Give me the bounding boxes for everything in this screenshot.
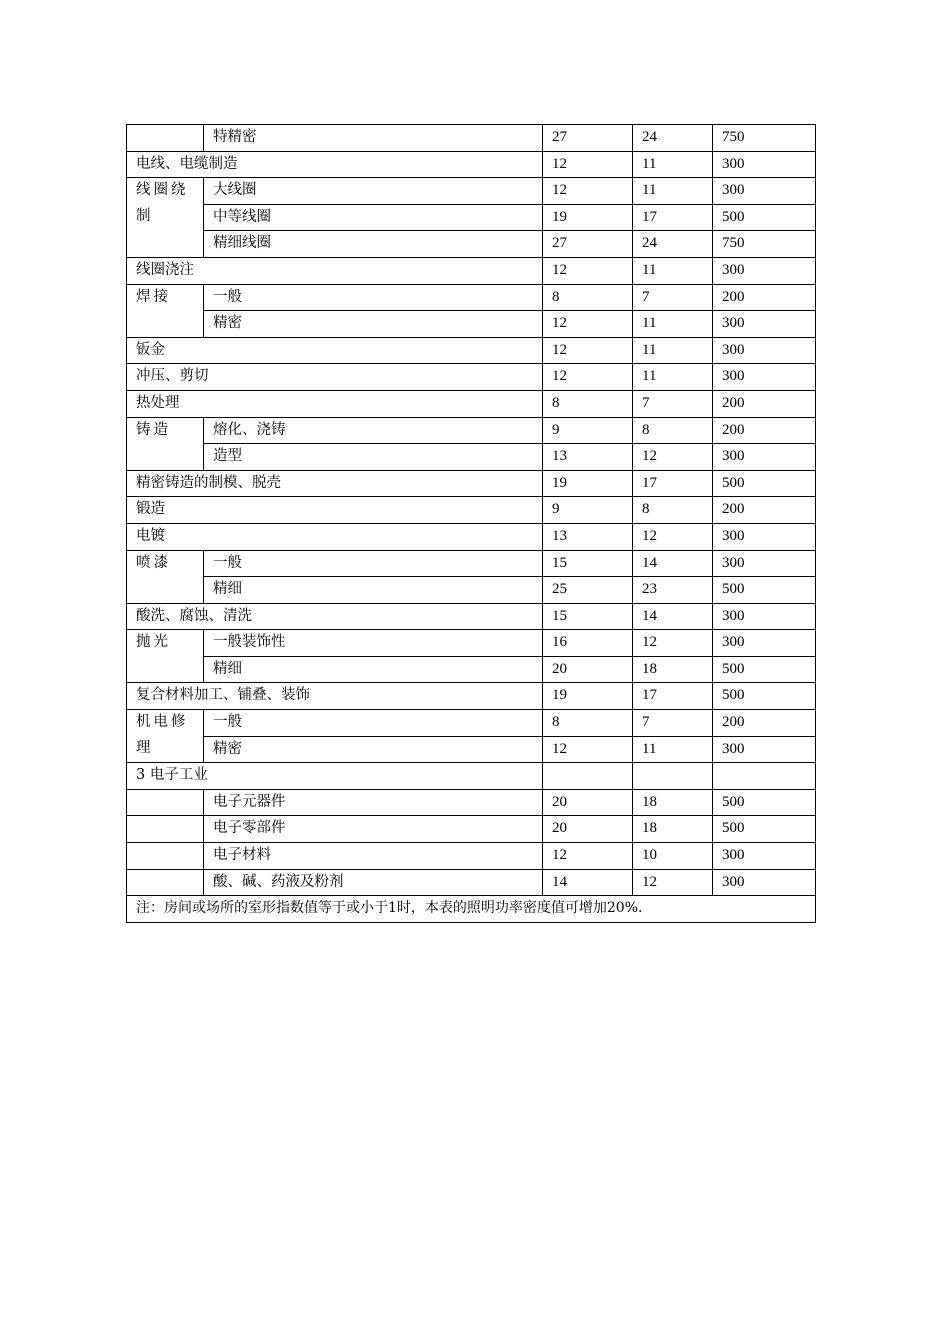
illuminance-value: 750 xyxy=(713,231,816,258)
table-row xyxy=(127,470,816,497)
item-subcategory: 精密 xyxy=(204,311,543,338)
current-value: 16 xyxy=(543,630,633,657)
target-value: 7 xyxy=(633,284,713,311)
table-row xyxy=(127,337,816,364)
table-row xyxy=(127,843,816,870)
target-value xyxy=(633,763,713,790)
current-value: 12 xyxy=(543,311,633,338)
item-subcategory: 电子材料 xyxy=(204,843,543,870)
target-value: 18 xyxy=(633,789,713,816)
item-name: 热处理 xyxy=(127,390,543,417)
group-name: 喷漆 xyxy=(127,550,204,603)
target-value: 11 xyxy=(633,151,713,178)
table-row xyxy=(127,497,816,524)
target-value: 17 xyxy=(633,470,713,497)
group-name: 线圈绕制 xyxy=(127,178,204,258)
target-value: 18 xyxy=(633,816,713,843)
table-row xyxy=(127,125,816,152)
item-subcategory: 精细 xyxy=(204,577,543,604)
illuminance-value: 200 xyxy=(713,284,816,311)
item-name: 线圈浇注 xyxy=(127,257,543,284)
group-name: 抛光 xyxy=(127,630,204,683)
item-name: 电镀 xyxy=(127,523,543,550)
illuminance-value: 300 xyxy=(713,736,816,763)
current-value: 15 xyxy=(543,550,633,577)
current-value: 12 xyxy=(543,257,633,284)
target-value: 14 xyxy=(633,603,713,630)
current-value: 8 xyxy=(543,710,633,737)
target-value: 18 xyxy=(633,656,713,683)
item-subcategory: 酸、碱、药液及粉剂 xyxy=(204,869,543,896)
illuminance-value: 200 xyxy=(713,710,816,737)
target-value: 24 xyxy=(633,231,713,258)
target-value: 11 xyxy=(633,178,713,205)
current-value: 13 xyxy=(543,523,633,550)
table-row xyxy=(127,816,816,843)
target-value: 7 xyxy=(633,390,713,417)
current-value: 12 xyxy=(543,736,633,763)
current-value: 13 xyxy=(543,444,633,471)
item-subcategory: 电子元器件 xyxy=(204,789,543,816)
table-row xyxy=(127,444,816,471)
table-row xyxy=(127,204,816,231)
item-subcategory: 一般装饰性 xyxy=(204,630,543,657)
current-value: 27 xyxy=(543,231,633,258)
group-cell xyxy=(127,843,204,870)
target-value: 8 xyxy=(633,417,713,444)
item-subcategory: 熔化、浇铸 xyxy=(204,417,543,444)
table-row xyxy=(127,284,816,311)
lighting-power-density-table xyxy=(126,124,816,923)
illuminance-value: 200 xyxy=(713,390,816,417)
group-cell xyxy=(127,816,204,843)
illuminance-value: 300 xyxy=(713,444,816,471)
illuminance-value: 500 xyxy=(713,204,816,231)
item-subcategory: 中等线圈 xyxy=(204,204,543,231)
item-subcategory: 精密 xyxy=(204,736,543,763)
illuminance-value: 500 xyxy=(713,683,816,710)
item-subcategory: 大线圈 xyxy=(204,178,543,205)
table-row xyxy=(127,656,816,683)
item-subcategory: 特精密 xyxy=(204,125,543,152)
table-row xyxy=(127,231,816,258)
item-subcategory: 造型 xyxy=(204,444,543,471)
table-row xyxy=(127,550,816,577)
illuminance-value: 300 xyxy=(713,311,816,338)
table-row xyxy=(127,683,816,710)
group-name: 焊接 xyxy=(127,284,204,337)
table-note: 注：房间或场所的室形指数值等于或小于1时，本表的照明功率密度值可增加20%. xyxy=(127,896,816,923)
illuminance-value: 300 xyxy=(713,523,816,550)
group-name: 铸造 xyxy=(127,417,204,470)
illuminance-value: 200 xyxy=(713,417,816,444)
illuminance-value: 300 xyxy=(713,550,816,577)
current-value: 25 xyxy=(543,577,633,604)
target-value: 12 xyxy=(633,869,713,896)
illuminance-value: 500 xyxy=(713,789,816,816)
item-name: 酸洗、腐蚀、清洗 xyxy=(127,603,543,630)
current-value: 12 xyxy=(543,337,633,364)
illuminance-value: 300 xyxy=(713,603,816,630)
current-value: 12 xyxy=(543,178,633,205)
item-subcategory: 一般 xyxy=(204,710,543,737)
section-heading: 3 电子工业 xyxy=(127,763,543,790)
target-value: 24 xyxy=(633,125,713,152)
table-row xyxy=(127,710,816,737)
target-value: 10 xyxy=(633,843,713,870)
table-row xyxy=(127,364,816,391)
item-name: 冲压、剪切 xyxy=(127,364,543,391)
current-value: 12 xyxy=(543,843,633,870)
illuminance-value: 500 xyxy=(713,577,816,604)
item-name: 锻造 xyxy=(127,497,543,524)
current-value: 12 xyxy=(543,364,633,391)
target-value: 11 xyxy=(633,736,713,763)
current-value: 9 xyxy=(543,497,633,524)
item-subcategory: 电子零部件 xyxy=(204,816,543,843)
current-value: 20 xyxy=(543,656,633,683)
item-subcategory: 精细 xyxy=(204,656,543,683)
illuminance-value: 200 xyxy=(713,497,816,524)
illuminance-value: 500 xyxy=(713,656,816,683)
target-value: 14 xyxy=(633,550,713,577)
target-value: 8 xyxy=(633,497,713,524)
item-name: 电线、电缆制造 xyxy=(127,151,543,178)
group-cell xyxy=(127,869,204,896)
table-row xyxy=(127,257,816,284)
target-value: 17 xyxy=(633,683,713,710)
table-row xyxy=(127,789,816,816)
current-value: 20 xyxy=(543,816,633,843)
illuminance-value: 300 xyxy=(713,151,816,178)
target-value: 17 xyxy=(633,204,713,231)
table-row xyxy=(127,869,816,896)
table-row xyxy=(127,523,816,550)
current-value: 15 xyxy=(543,603,633,630)
table-row xyxy=(127,390,816,417)
illuminance-value xyxy=(713,763,816,790)
illuminance-value: 500 xyxy=(713,470,816,497)
illuminance-value: 300 xyxy=(713,257,816,284)
illuminance-value: 300 xyxy=(713,364,816,391)
current-value: 9 xyxy=(543,417,633,444)
current-value: 8 xyxy=(543,390,633,417)
current-value: 12 xyxy=(543,151,633,178)
group-name: 机电修理 xyxy=(127,710,204,763)
current-value: 14 xyxy=(543,869,633,896)
item-subcategory: 一般 xyxy=(204,284,543,311)
target-value: 11 xyxy=(633,364,713,391)
illuminance-value: 750 xyxy=(713,125,816,152)
illuminance-value: 500 xyxy=(713,816,816,843)
item-name: 精密铸造的制模、脱壳 xyxy=(127,470,543,497)
table-row xyxy=(127,417,816,444)
item-name: 钣金 xyxy=(127,337,543,364)
target-value: 23 xyxy=(633,577,713,604)
item-subcategory: 精细线圈 xyxy=(204,231,543,258)
target-value: 11 xyxy=(633,311,713,338)
table-row xyxy=(127,577,816,604)
target-value: 11 xyxy=(633,257,713,284)
table-row xyxy=(127,311,816,338)
target-value: 12 xyxy=(633,630,713,657)
table-row xyxy=(127,151,816,178)
target-value: 7 xyxy=(633,710,713,737)
current-value: 19 xyxy=(543,204,633,231)
illuminance-value: 300 xyxy=(713,869,816,896)
illuminance-value: 300 xyxy=(713,843,816,870)
current-value: 8 xyxy=(543,284,633,311)
target-value: 12 xyxy=(633,444,713,471)
table-row xyxy=(127,630,816,657)
target-value: 12 xyxy=(633,523,713,550)
item-name: 复合材料加工、铺叠、装饰 xyxy=(127,683,543,710)
illuminance-value: 300 xyxy=(713,178,816,205)
current-value: 27 xyxy=(543,125,633,152)
target-value: 11 xyxy=(633,337,713,364)
current-value: 19 xyxy=(543,470,633,497)
current-value: 20 xyxy=(543,789,633,816)
note-row xyxy=(127,896,816,923)
item-subcategory: 一般 xyxy=(204,550,543,577)
table-row xyxy=(127,763,816,790)
current-value: 19 xyxy=(543,683,633,710)
illuminance-value: 300 xyxy=(713,337,816,364)
group-cell xyxy=(127,789,204,816)
illuminance-value: 300 xyxy=(713,630,816,657)
current-value xyxy=(543,763,633,790)
table-row xyxy=(127,603,816,630)
table-row xyxy=(127,178,816,205)
group-cell xyxy=(127,125,204,152)
table-row xyxy=(127,736,816,763)
